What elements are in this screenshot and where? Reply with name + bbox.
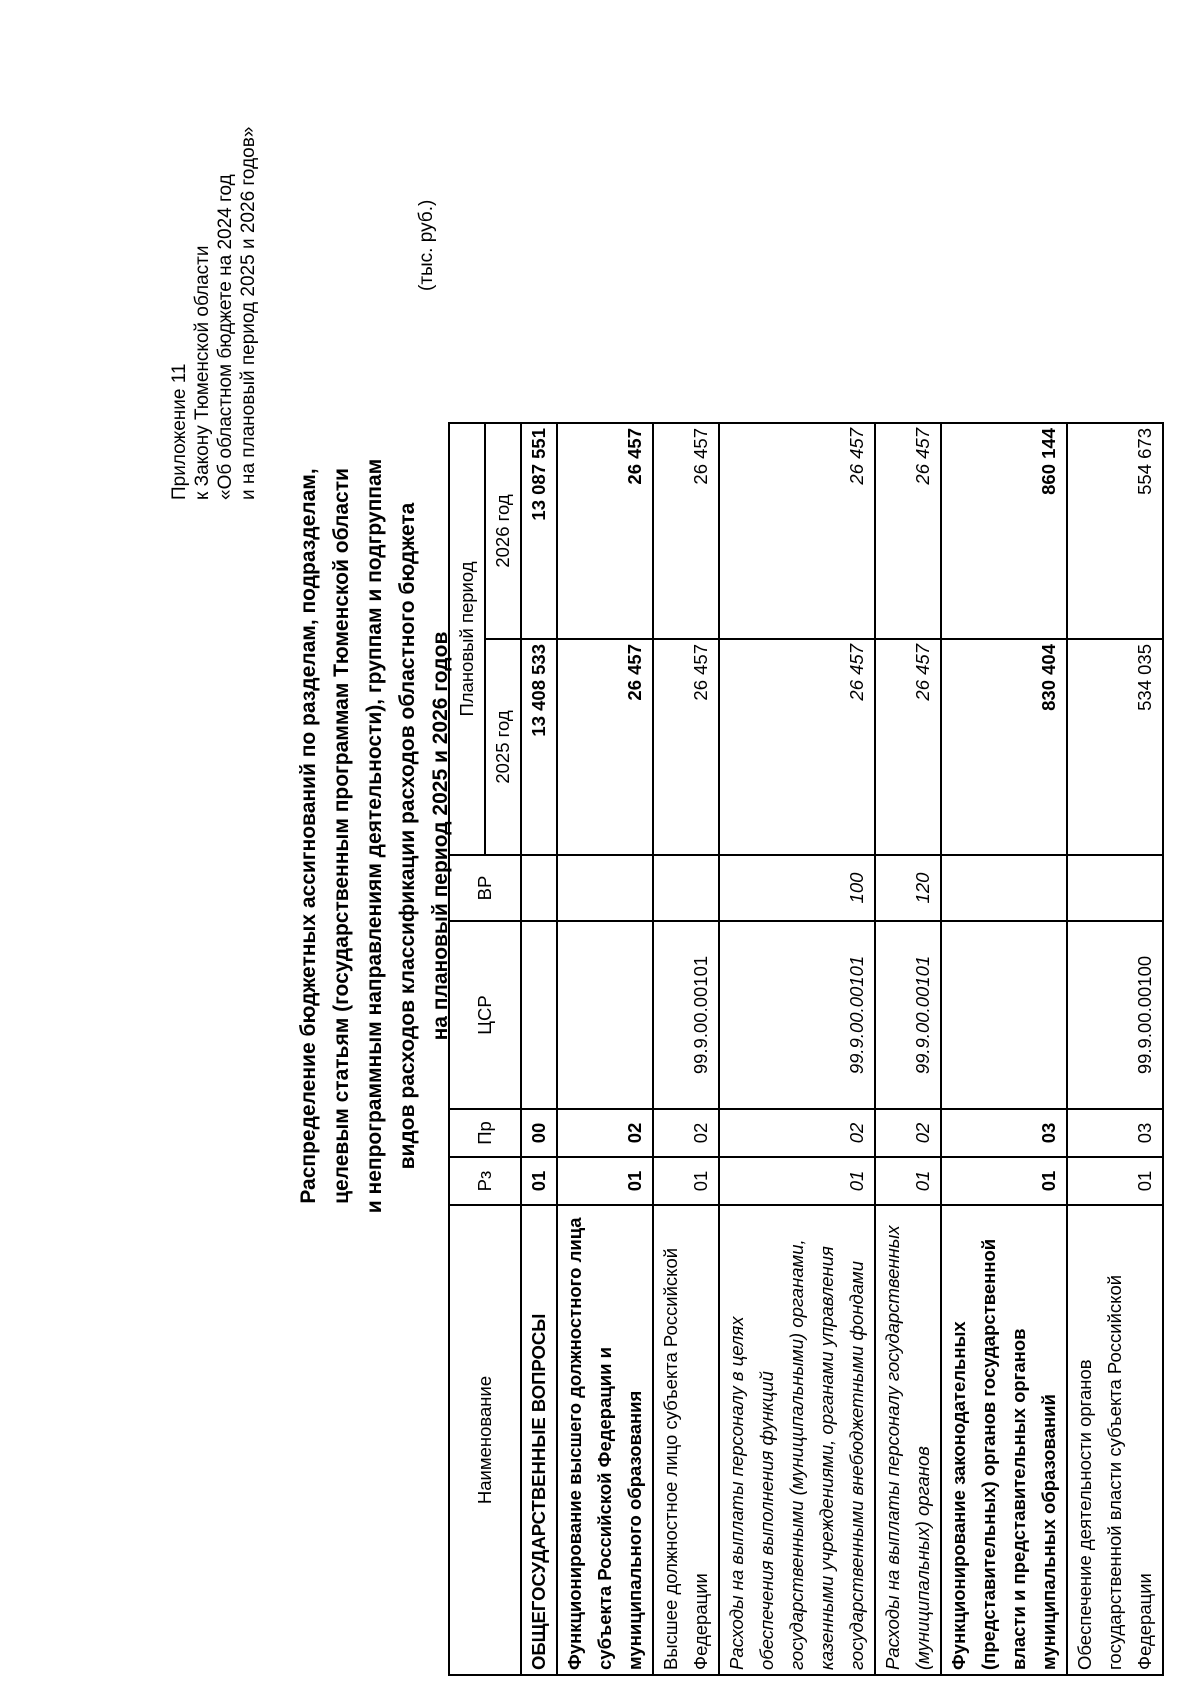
appendix-line: «Об областном бюджете на 2024 год: [215, 174, 236, 500]
header-rz: Рз: [449, 1157, 521, 1205]
row-2026: 26 457: [875, 423, 941, 639]
row-name: Расходы на выплаты персоналу в целях обеспечения выполнения функций государственными (муниципальными) органами, казенными учреждениями, органами управления государственными внебюджетными фондами: [719, 1205, 875, 1675]
table-row: [653, 423, 719, 1675]
document-title: [292, 286, 457, 1386]
header-period: Плановый период: [449, 423, 485, 855]
row-rz: 01: [557, 1157, 653, 1205]
title-line: видов расходов классификации расходов областного бюджета: [396, 502, 419, 1170]
row-vr: [941, 855, 1067, 921]
units-label: (тыс. руб.): [416, 199, 437, 291]
row-csr: [521, 921, 557, 1109]
header-2026: 2026 год: [485, 423, 521, 639]
row-name: Функционирование законодательных (представительных) органов государственной власти и представительных органов муниципальных образований: [941, 1205, 1067, 1675]
budget-table: [448, 422, 1164, 1676]
appendix-note: [168, 127, 260, 500]
row-2026: 26 457: [557, 423, 653, 639]
row-csr: [941, 921, 1067, 1109]
row-vr: 120: [875, 855, 941, 921]
table-row: [1067, 423, 1163, 1675]
row-rz: 01: [875, 1157, 941, 1205]
row-csr: [557, 921, 653, 1109]
row-rz: 01: [719, 1157, 875, 1205]
header-2025: 2025 год: [485, 639, 521, 855]
row-vr: [557, 855, 653, 921]
row-vr: [1067, 855, 1163, 921]
row-rz: 01: [1067, 1157, 1163, 1205]
row-2025: 26 457: [719, 639, 875, 855]
title-line: Распределение бюджетных ассигнований по разделам, подразделам,: [297, 468, 320, 1204]
row-vr: [521, 855, 557, 921]
row-pr: 02: [719, 1109, 875, 1157]
row-csr: 99.9.00.00101: [719, 921, 875, 1109]
row-csr: 99.9.00.00101: [653, 921, 719, 1109]
row-csr: 99.9.00.00101: [875, 921, 941, 1109]
row-2026: 26 457: [719, 423, 875, 639]
row-2026: 554 673: [1067, 423, 1163, 639]
title-line: целевым статьям (государственным программам Тюменской области: [330, 468, 353, 1204]
row-name: ОБЩЕГОСУДАРСТВЕННЫЕ ВОПРОСЫ: [521, 1205, 557, 1675]
table-row: [557, 423, 653, 1675]
row-2025: 13 408 533: [521, 639, 557, 855]
row-pr: 02: [875, 1109, 941, 1157]
row-name: Расходы на выплаты персоналу государственных (муниципальных) органов: [875, 1205, 941, 1675]
table-row: [521, 423, 557, 1675]
row-2025: 26 457: [557, 639, 653, 855]
row-pr: 00: [521, 1109, 557, 1157]
appendix-line: и на плановый период 2025 и 2026 годов»: [238, 126, 259, 500]
appendix-line: Приложение 11: [169, 363, 190, 500]
row-rz: 01: [521, 1157, 557, 1205]
row-2025: 830 404: [941, 639, 1067, 855]
title-line: и непрограммным направлениям деятельности), группам и подгруппам: [363, 458, 386, 1214]
row-rz: 01: [653, 1157, 719, 1205]
row-2025: 534 035: [1067, 639, 1163, 855]
row-pr: 03: [1067, 1109, 1163, 1157]
row-2025: 26 457: [653, 639, 719, 855]
row-2026: 26 457: [653, 423, 719, 639]
row-2026: 13 087 551: [521, 423, 557, 639]
header-vr: ВР: [449, 855, 521, 921]
row-name: Высшее должностное лицо субъекта Российской Федерации: [653, 1205, 719, 1675]
header-name: Наименование: [449, 1205, 521, 1675]
row-vr: 100: [719, 855, 875, 921]
row-name: Функционирование высшего должностного лица субъекта Российской Федерации и муниципального образования: [557, 1205, 653, 1675]
row-pr: 02: [557, 1109, 653, 1157]
row-vr: [653, 855, 719, 921]
appendix-line: к Закону Тюменской области: [192, 245, 213, 500]
header-csr: ЦСР: [449, 921, 521, 1109]
title-line: на плановый период 2025 и 2026 годов: [429, 631, 452, 1041]
row-pr: 02: [653, 1109, 719, 1157]
table-row: [941, 423, 1067, 1675]
row-pr: 03: [941, 1109, 1067, 1157]
row-csr: 99.9.00.00100: [1067, 921, 1163, 1109]
table-row: [719, 423, 875, 1675]
row-name: Обеспечение деятельности органов государственной власти субъекта Российской Федерации: [1067, 1205, 1163, 1675]
row-2026: 860 144: [941, 423, 1067, 639]
row-2025: 26 457: [875, 639, 941, 855]
header-pr: Пр: [449, 1109, 521, 1157]
table-row: [875, 423, 941, 1675]
row-rz: 01: [941, 1157, 1067, 1205]
